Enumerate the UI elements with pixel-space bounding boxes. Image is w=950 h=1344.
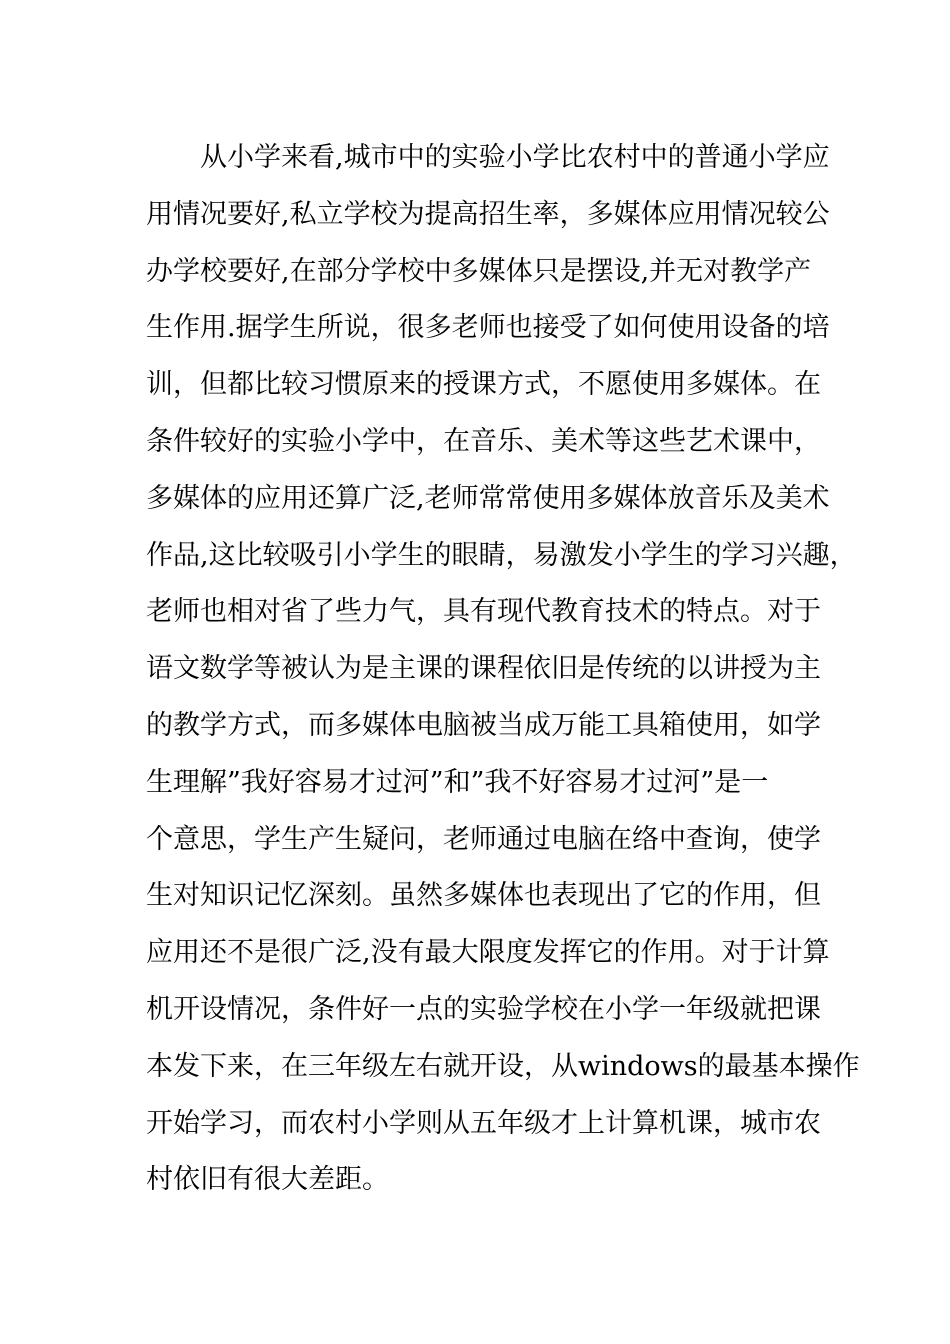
text-line-11: 的教学方式，而多媒体电脑被当成万能工具箱使用，如学 [146,709,821,741]
text-line-8: 作品,这比较吸引小学生的眼睛，易激发小学生的学习兴趣， [146,539,857,571]
text-line-19: 村依旧有很大差距。 [146,1164,389,1196]
text-line-3: 办学校要好,在部分学校中多媒体只是摆设,并无对教学产 [146,255,812,287]
text-line-18: 开始学习，而农村小学则从五年级才上计算机课，城市农 [146,1107,821,1139]
text-line-17: 本发下来，在三年级左右就开设，从windows的最基本操作 [146,1050,860,1082]
text-line-5: 训，但都比较习惯原来的授课方式，不愿使用多媒体。在 [146,369,821,401]
text-line-10: 语文数学等被认为是主课的课程依旧是传统的以讲授为主 [146,653,821,685]
text-line-9: 老师也相对省了些力气，具有现代教育技术的特点。对于 [146,596,821,628]
text-line-12: 生理解”我好容易才过河”和”我不好容易才过河”是一 [146,766,769,798]
text-line-4: 生作用.据学生所说，很多老师也接受了如何使用设备的培 [146,312,830,344]
text-line-15: 应用还不是很广泛,没有最大限度发挥它的作用。对于计算 [146,937,830,969]
text-line-1: 从小学来看,城市中的实验小学比农村中的普通小学应 [146,142,830,173]
text-line-6: 条件较好的实验小学中，在音乐、美术等这些艺术课中， [146,425,821,457]
text-line-2: 用情况要好,私立学校为提高招生率，多媒体应用情况较公 [146,198,830,230]
body-paragraph [146,130,860,1209]
text-line-16: 机开设情况，条件好一点的实验学校在小学一年级就把课 [146,993,821,1025]
text-line-14: 生对知识记忆深刻。虽然多媒体也表现出了它的作用，但 [146,880,821,912]
text-line-7: 多媒体的应用还算广泛,老师常常使用多媒体放音乐及美术 [146,482,830,514]
text-line-13: 个意思，学生产生疑问，老师通过电脑在络中查询，使学 [146,823,821,855]
